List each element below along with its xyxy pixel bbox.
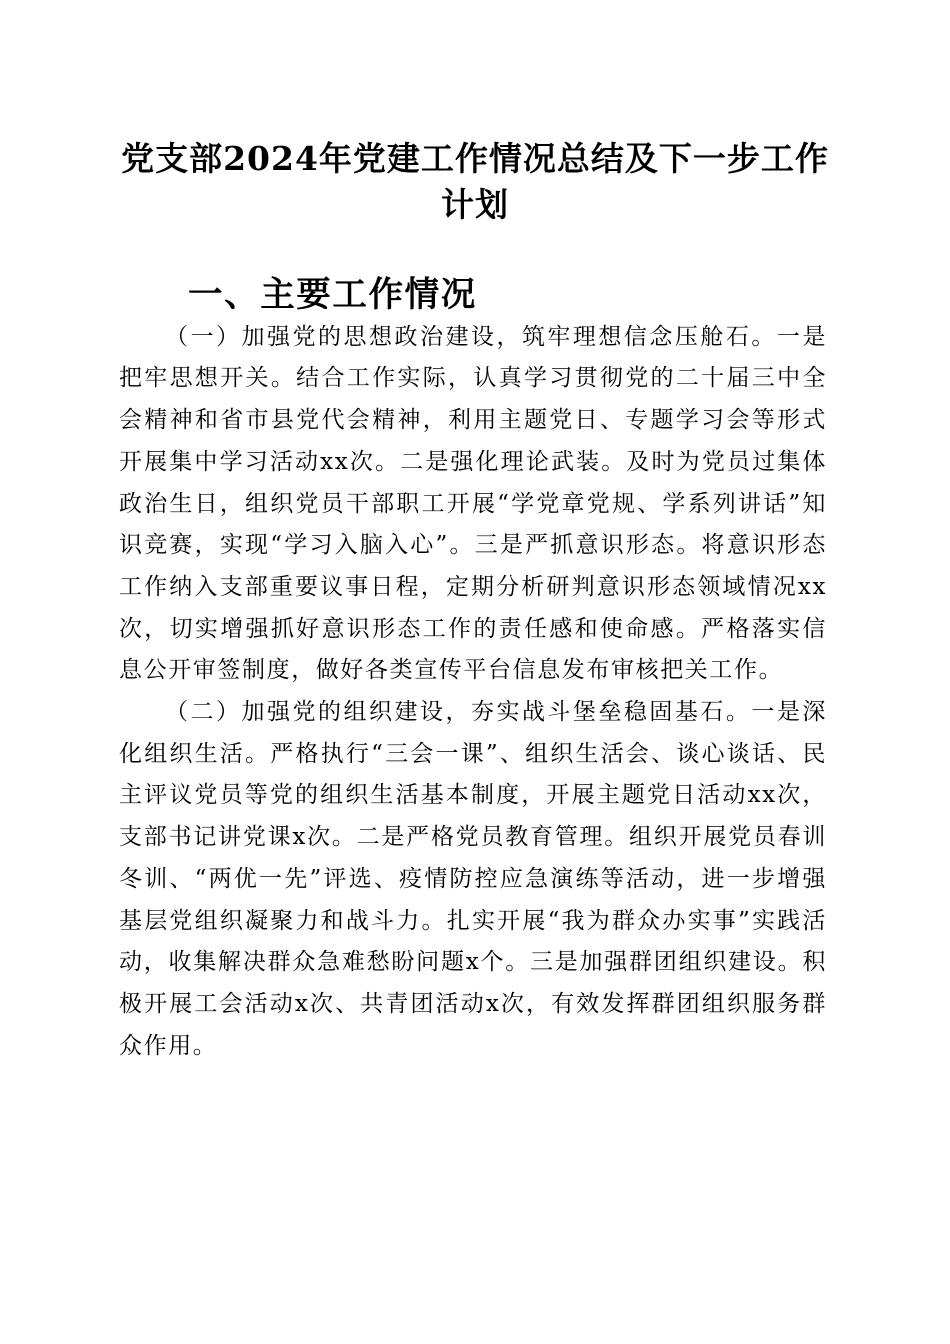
document-body: [119, 275, 827, 1067]
paragraph-ideological-building: （一）加强党的思想政治建设，筑牢理想信念压舱石。一是把牢思想开关。结合工作实际，认真学习贯彻党的二十届三中全会精神和省市县党代会精神，利用主题党日、专题学习会等形式开展集中学习活动xx次。二是强化理论武装。及时为党员过集体政治生日，组织党员干部职工开展“学党章党规、学系列讲话”知识竞赛，实现“学习入脑入心”。三是严抓意识形态。将意识形态工作纳入支部重要议事日程，定期分析研判意识形态领域情况xx次，切实增强抓好意识形态工作的责任感和使命感。严格落实信息公开审签制度，做好各类宣传平台信息发布审核把关工作。: [119, 323, 827, 684]
paragraph-organizational-building: （二）加强党的组织建设，夯实战斗堡垒稳固基石。一是深化组织生活。严格执行“三会一课”、组织生活会、谈心谈话、民主评议党员等党的组织生活基本制度，开展主题党日活动xx次，支部书记讲党课x次。二是严格党员教育管理。组织开展党员春训冬训、“两优一先”评选、疫情防控应急演练等活动，进一步增强基层党组织凝聚力和战斗力。扎实开展“我为群众办实事”实践活动，收集解决群众急难愁盼问题x个。三是加强群团组织建设。积极开展工会活动x次、共青团活动x次，有效发挥群团组织服务群众作用。: [119, 699, 827, 1059]
document-title: 党支部2024年党建工作情况总结及下一步工作计划: [121, 139, 829, 224]
section-heading-main-work: 一、主要工作情况: [188, 275, 477, 315]
